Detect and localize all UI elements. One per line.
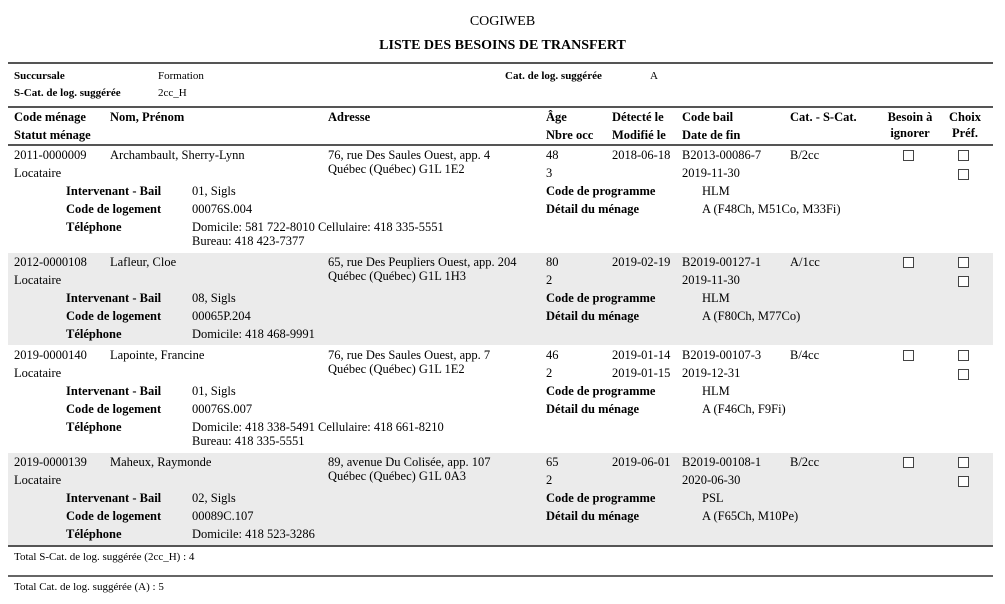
household-record <box>8 346 993 452</box>
household-record <box>8 146 993 252</box>
code-menage: 2012-0000108 <box>14 255 87 269</box>
code-bail: B2019-00108-1 <box>682 455 762 469</box>
succursale-label: Succursale <box>14 70 65 82</box>
code-logement-label: Code de logement <box>66 509 162 523</box>
besoin-ignorer-checkbox[interactable] <box>903 150 914 161</box>
telephone-value-2: Bureau: 418 335-5551 <box>192 434 305 448</box>
col-besoin-ignorer-2: ignorer <box>890 126 930 140</box>
age: 65 <box>546 455 559 469</box>
code-programme-label: Code de programme <box>546 491 656 505</box>
besoin-ignorer-checkbox[interactable] <box>903 350 914 361</box>
col-statut-menage: Statut ménage <box>14 128 91 142</box>
detail-menage-label: Détail du ménage <box>546 509 640 523</box>
telephone-label: Téléphone <box>66 420 122 434</box>
scat-label: S-Cat. de log. suggérée <box>14 87 121 99</box>
nbre-occ: 3 <box>546 166 553 180</box>
telephone-label: Téléphone <box>66 527 122 541</box>
nom-prenom: Archambault, Sherry-Lynn <box>110 148 245 162</box>
cat-scat: B/2cc <box>790 148 820 162</box>
code-menage: 2011-0000009 <box>14 148 87 162</box>
nbre-occ: 2 <box>546 473 553 487</box>
statut-menage: Locataire <box>14 166 62 180</box>
detecte-le: 2018-06-18 <box>612 148 671 162</box>
telephone-label: Téléphone <box>66 220 122 234</box>
date-fin: 2019-11-30 <box>682 273 740 287</box>
adresse-ligne-1: 65, rue Des Peupliers Ouest, app. 204 <box>328 255 517 269</box>
nbre-occ: 2 <box>546 366 553 380</box>
nom-prenom: Lapointe, Francine <box>110 348 205 362</box>
date-fin: 2020-06-30 <box>682 473 741 487</box>
nom-prenom: Lafleur, Cloe <box>110 255 177 269</box>
choix-pref-checkbox-2[interactable] <box>958 369 969 380</box>
age: 48 <box>546 148 559 162</box>
choix-pref-checkbox[interactable] <box>958 350 969 361</box>
code-logement-label: Code de logement <box>66 402 162 416</box>
code-logement-value: 00076S.004 <box>192 202 253 216</box>
code-bail: B2013-00086-7 <box>682 148 762 162</box>
intervenant-label: Intervenant - Bail <box>66 291 162 305</box>
divider <box>8 106 993 108</box>
nom-prenom: Maheux, Raymonde <box>110 455 212 469</box>
adresse-ligne-2: Québec (Québec) G1L 1H3 <box>328 269 467 283</box>
detecte-le: 2019-02-19 <box>612 255 671 269</box>
col-modifie-le: Modifié le <box>612 128 666 142</box>
adresse-ligne-2: Québec (Québec) G1L 0A3 <box>328 469 467 483</box>
code-menage: 2019-0000139 <box>14 455 87 469</box>
col-choix-pref-2: Préf. <box>951 126 979 140</box>
adresse-ligne-2: Québec (Québec) G1L 1E2 <box>328 162 465 176</box>
detecte-le: 2019-01-14 <box>612 348 671 362</box>
col-age: Âge <box>546 110 567 124</box>
choix-pref-checkbox-2[interactable] <box>958 169 969 180</box>
col-nom-prenom: Nom, Prénom <box>110 110 185 124</box>
detail-menage-label: Détail du ménage <box>546 309 640 323</box>
intervenant-value: 08, Sigls <box>192 291 236 305</box>
detail-menage-value: A (F46Ch, F9Fi) <box>702 402 786 416</box>
scat-total: Total S-Cat. de log. suggérée (2cc_H) : 4 <box>14 551 195 563</box>
code-bail: B2019-00107-3 <box>682 348 762 362</box>
code-programme-value: HLM <box>702 184 730 198</box>
code-bail: B2019-00127-1 <box>682 255 762 269</box>
telephone-value: Domicile: 418 523-3286 <box>192 527 315 541</box>
col-cat-scat: Cat. - S-Cat. <box>790 110 857 124</box>
code-menage: 2019-0000140 <box>14 348 87 362</box>
telephone-value: Domicile: 581 722-8010 Cellulaire: 418 335-5551 <box>192 220 444 234</box>
adresse-ligne-2: Québec (Québec) G1L 1E2 <box>328 362 465 376</box>
col-code-menage: Code ménage <box>14 110 86 124</box>
col-besoin-ignorer: Besoin à <box>887 110 933 124</box>
choix-pref-checkbox-2[interactable] <box>958 276 969 287</box>
code-logement-label: Code de logement <box>66 202 162 216</box>
code-programme-label: Code de programme <box>546 384 656 398</box>
code-logement-value: 00076S.007 <box>192 402 253 416</box>
besoin-ignorer-checkbox[interactable] <box>903 257 914 268</box>
statut-menage: Locataire <box>14 273 62 287</box>
code-logement-value: 00089C.107 <box>192 509 254 523</box>
adresse-ligne-1: 76, rue Des Saules Ouest, app. 4 <box>328 148 491 162</box>
intervenant-label: Intervenant - Bail <box>66 184 162 198</box>
age: 46 <box>546 348 559 362</box>
telephone-value-2: Bureau: 418 423-7377 <box>192 234 305 248</box>
divider <box>8 62 993 64</box>
col-choix-pref: Choix <box>949 110 981 124</box>
col-code-bail: Code bail <box>682 110 734 124</box>
code-programme-value: PSL <box>702 491 724 505</box>
detail-menage-label: Détail du ménage <box>546 402 640 416</box>
cat-scat: B/4cc <box>790 348 820 362</box>
statut-menage: Locataire <box>14 366 62 380</box>
cat-value: A <box>650 70 658 82</box>
detail-menage-value: A (F65Ch, M10Pe) <box>702 509 799 523</box>
intervenant-value: 02, Sigls <box>192 491 236 505</box>
household-record <box>8 253 993 345</box>
date-fin: 2019-12-31 <box>682 366 741 380</box>
modifie-le: 2019-01-15 <box>612 366 671 380</box>
detail-menage-value: A (F48Ch, M51Co, M33Fi) <box>702 202 841 216</box>
intervenant-label: Intervenant - Bail <box>66 491 162 505</box>
choix-pref-checkbox-2[interactable] <box>958 476 969 487</box>
divider <box>8 575 993 577</box>
col-adresse: Adresse <box>328 110 371 124</box>
telephone-value: Domicile: 418 338-5491 Cellulaire: 418 661-8210 <box>192 420 444 434</box>
cat-total: Total Cat. de log. suggérée (A) : 5 <box>14 581 164 593</box>
intervenant-label: Intervenant - Bail <box>66 384 162 398</box>
age: 80 <box>546 255 559 269</box>
app-name: COGIWEB <box>469 14 536 29</box>
cat-scat: A/1cc <box>790 255 820 269</box>
household-record <box>8 453 993 545</box>
date-fin: 2019-11-30 <box>682 166 740 180</box>
telephone-label: Téléphone <box>66 327 122 341</box>
intervenant-value: 01, Sigls <box>192 184 236 198</box>
detecte-le: 2019-06-01 <box>612 455 671 469</box>
choix-pref-checkbox[interactable] <box>958 257 969 268</box>
col-date-fin: Date de fin <box>682 128 741 142</box>
intervenant-value: 01, Sigls <box>192 384 236 398</box>
detail-menage-label: Détail du ménage <box>546 202 640 216</box>
code-logement-value: 00065P.204 <box>192 309 251 323</box>
nbre-occ: 2 <box>546 273 553 287</box>
choix-pref-checkbox[interactable] <box>958 150 969 161</box>
code-programme-label: Code de programme <box>546 291 656 305</box>
code-programme-value: HLM <box>702 384 730 398</box>
scat-value: 2cc_H <box>158 87 187 99</box>
adresse-ligne-1: 76, rue Des Saules Ouest, app. 7 <box>328 348 491 362</box>
telephone-value: Domicile: 418 468-9991 <box>192 327 315 341</box>
report-title: LISTE DES BESOINS DE TRANSFERT <box>379 38 626 53</box>
statut-menage: Locataire <box>14 473 62 487</box>
succursale-value: Formation <box>158 70 204 82</box>
besoin-ignorer-checkbox[interactable] <box>903 457 914 468</box>
cat-label: Cat. de log. suggérée <box>505 70 602 82</box>
code-logement-label: Code de logement <box>66 309 162 323</box>
adresse-ligne-1: 89, avenue Du Colisée, app. 107 <box>328 455 491 469</box>
code-programme-value: HLM <box>702 291 730 305</box>
code-programme-label: Code de programme <box>546 184 656 198</box>
divider <box>8 545 993 547</box>
col-detecte-le: Détecté le <box>612 110 664 124</box>
choix-pref-checkbox[interactable] <box>958 457 969 468</box>
cat-scat: B/2cc <box>790 455 820 469</box>
detail-menage-value: A (F80Ch, M77Co) <box>702 309 801 323</box>
col-nbre-occ: Nbre occ <box>546 128 594 142</box>
